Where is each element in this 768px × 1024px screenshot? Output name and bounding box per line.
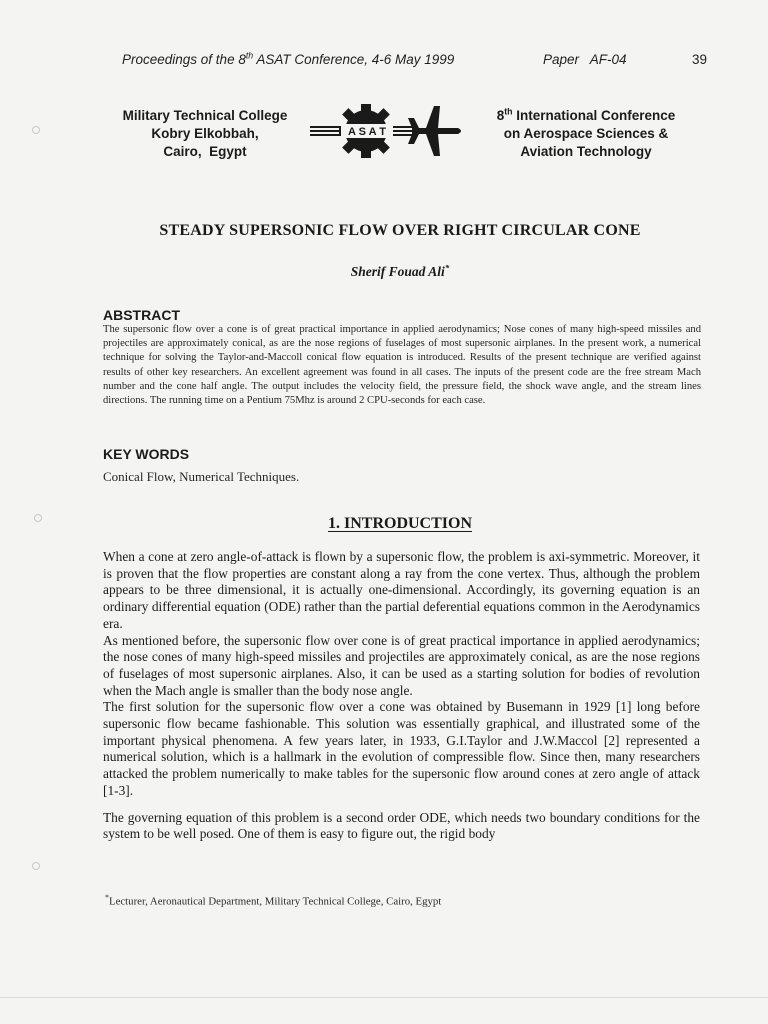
affiliation-conference <box>486 107 686 161</box>
running-header <box>122 52 707 72</box>
paragraph: When a cone at zero angle-of-attack is flown by a supersonic flow, the problem is axi-symmetric. Moreover, it is proven that the flow properties are constant along a ray from the cone vertex. Thus, although the problem appears to be three dimensional, it is actually one-dimensional. Accordingly, its governing equation is an ordinary differential equation (ODE) rather than the partial deferential equations common in the Aerodynamics era. <box>103 549 700 631</box>
keywords-text: Conical Flow, Numerical Techniques. <box>103 469 300 484</box>
punch-hole-mark <box>32 126 40 134</box>
affiliation-line: Kobry Elkobbah, <box>151 126 259 141</box>
paper-id: Paper AF-04 <box>543 52 627 67</box>
introduction-body <box>103 549 700 843</box>
paragraph: As mentioned before, the supersonic flow over cone is of great practical importance in applied aerodynamics; the nose cones of many high-speed missiles and projectiles are approximately conical, as are the nose regions of fuselages of most supersonic airplanes. Also, it can be used as a starting solution for bodies of revolution when the Mach angle is smaller than the body nose angle. <box>103 632 700 698</box>
paragraph: The first solution for the supersonic flow over a cone was obtained by Busemann in 1929 [1] long before supersonic flow became fashionable. This solution was essentially graphical, and illustrated some of the important physical phenomena. A few years later, in 1933, G.I.Taylor and J.W.Maccol [2] represented a numerical solution, which is a hallmark in the evolution of compressible flow. Since then, many researchers attacked the problem numerically to make tables for the supersonic flow around cones at zero angle of attack [1-3]. <box>103 699 700 798</box>
section-heading: 1. INTRODUCTION <box>327 515 472 532</box>
affiliation-line: Aviation Technology <box>520 144 652 159</box>
paragraph: The governing equation of this problem is a second order ODE, which needs two boundary conditions for the system to be well posed. One of them is easy to figure out, the rigid body <box>103 809 700 842</box>
author-name: Sherif Fouad Ali* <box>350 262 450 279</box>
keywords-heading: KEY WORDS <box>103 446 190 462</box>
conference-name: Proceedings of the 8th ASAT Conference, 4-6 May 1999 <box>122 50 455 67</box>
affiliation-line: Military Technical College <box>122 108 288 123</box>
logo-text: A S A T <box>348 126 386 138</box>
abstract-text: The supersonic flow over a cone is of great practical importance in applied aerodynamics; Nose cones of many high-speed missiles and projectiles are approximately conical, as are the nose regions of fuselages of most supersonic airplanes. In the present work, a numerical technique for solving the Taylor-and-Maccoll conical flow equation is introduced. Results of the present technique are verified against results of other key researchers. An excellent agreement was found in all cases. The inputs of the present code are the free stream Mach number and the cone half angle. The output includes the velocity field, the pressure field, the shock wave angle, and the stream lines directions. The running time on a Pentium 75Mhz is around 2 CPU-seconds for each case. <box>103 324 701 407</box>
affiliation-line: 8th International Conference <box>496 106 676 123</box>
affiliation-college <box>110 107 300 161</box>
scan-edge-line <box>0 997 768 998</box>
affiliation-line: Cairo, Egypt <box>163 144 247 159</box>
punch-hole-mark <box>34 514 42 522</box>
asat-logo-icon <box>308 102 464 160</box>
page-number: 39 <box>691 52 707 67</box>
affiliation-line: on Aerospace Sciences & <box>503 126 669 141</box>
punch-hole-mark <box>32 862 40 870</box>
abstract-heading: ABSTRACT <box>103 307 180 323</box>
paper-title: STEADY SUPERSONIC FLOW OVER RIGHT CIRCULAR CONE <box>159 222 641 239</box>
footnote: *Lecturer, Aeronautical Department, Military Technical College, Cairo, Egypt <box>105 893 442 908</box>
